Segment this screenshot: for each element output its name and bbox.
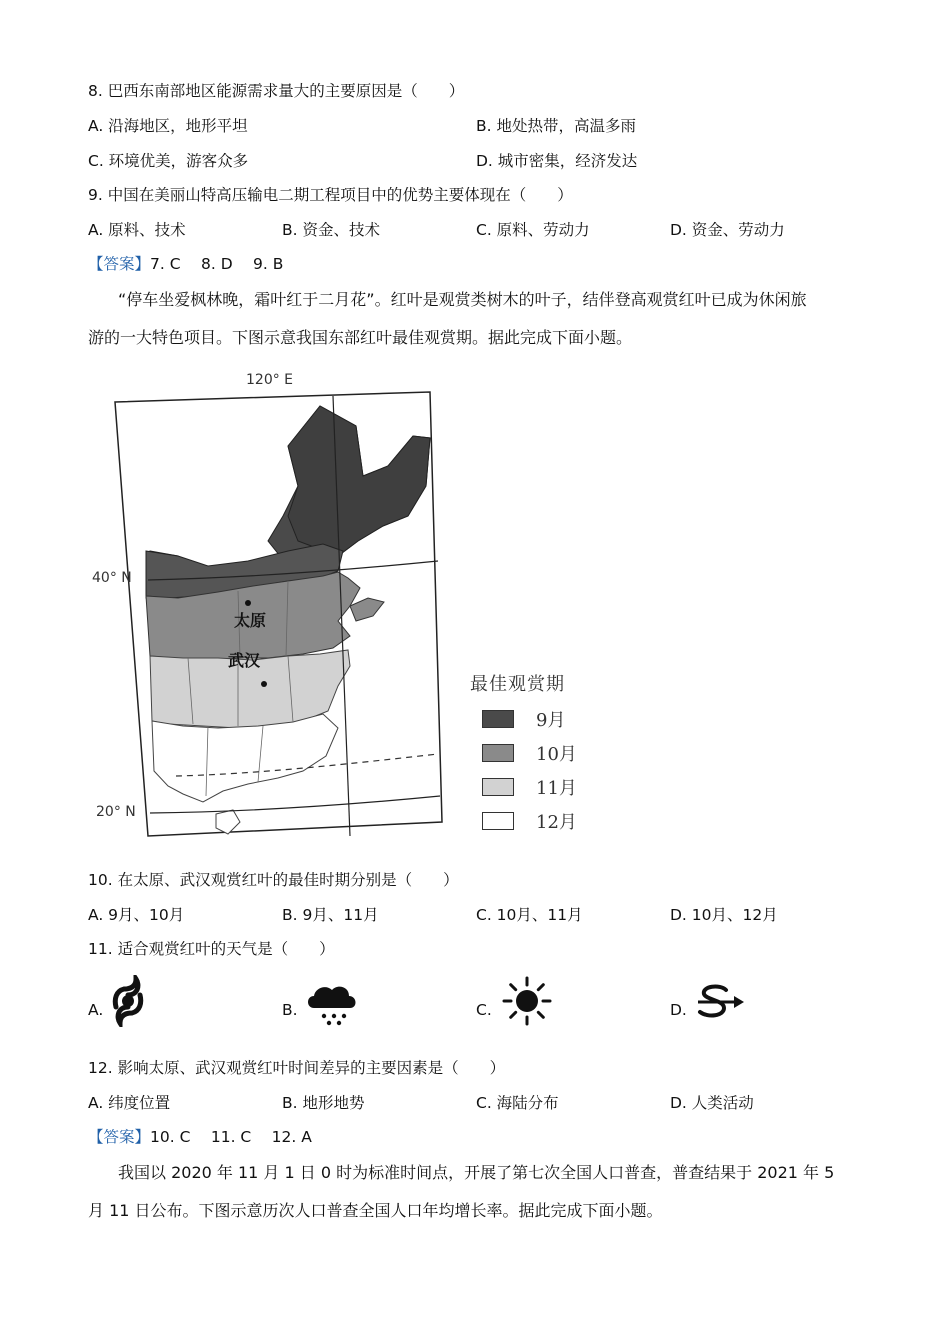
latitude-40-label: 40° N (92, 570, 132, 586)
legend-swatch (482, 710, 514, 728)
latitude-20-label: 20° N (96, 804, 136, 820)
q12-option-b[interactable]: B. 地形地势 (282, 1094, 365, 1112)
typhoon-icon (110, 975, 146, 1031)
sun-icon (502, 976, 552, 1030)
q12-option-c[interactable]: C. 海陆分布 (476, 1094, 559, 1112)
q9-option-d[interactable]: D. 资金、劳动力 (670, 221, 785, 239)
answer-line-2 (88, 1126, 312, 1148)
answer-tag: 【答案】 (88, 1128, 151, 1146)
q11-option-c[interactable]: C. (476, 1001, 492, 1019)
q8-option-d[interactable]: D. 城市密集，经济发达 (476, 152, 638, 170)
red-leaf-map-figure (88, 366, 608, 846)
intro-paragraph-2-line-2: 月 11 日公布。下图示意历次人口普查全国人口年均增长率。据此完成下面小题。 (88, 1201, 663, 1220)
intro-paragraph-1-line-2: 游的一大特色项目。下图示意我国东部红叶最佳观赏期。据此完成下面小题。 (88, 328, 633, 347)
legend-item-nov (482, 774, 577, 800)
rain-cloud-icon (304, 980, 360, 1032)
q11-option-a[interactable]: A. (88, 1001, 104, 1019)
sandstorm-icon (694, 982, 748, 1030)
answer-tag: 【答案】 (88, 255, 151, 273)
q9-option-c[interactable]: C. 原料、劳动力 (476, 221, 590, 239)
longitude-label: 120° E (246, 372, 294, 388)
question-10-stem: 10. 在太原、武汉观赏红叶的最佳时期分别是（ ） (88, 871, 459, 889)
answer-text: 7. C 8. D 9. B (150, 255, 284, 273)
q10-option-b[interactable]: B. 9月、11月 (282, 906, 379, 924)
legend-item-dec (482, 808, 577, 834)
intro-paragraph-2-line-1: 我国以 2020 年 11 月 1 日 0 时为标准时间点，开展了第七次全国人口普查，普查结果于 2021 年 5 (118, 1163, 835, 1182)
answer-text: 10. C 11. C 12. A (150, 1128, 312, 1146)
q9-option-a[interactable]: A. 原料、技术 (88, 221, 186, 239)
q12-option-d[interactable]: D. 人类活动 (670, 1094, 754, 1112)
question-12-stem: 12. 影响太原、武汉观赏红叶时间差异的主要因素是（ ） (88, 1059, 506, 1077)
q9-option-b[interactable]: B. 资金、技术 (282, 221, 380, 239)
answer-line-1 (88, 253, 283, 275)
q10-option-c[interactable]: C. 10月、11月 (476, 906, 583, 924)
q11-option-d[interactable]: D. (670, 1001, 687, 1019)
legend-item-oct (482, 740, 577, 766)
legend-label: 10月 (536, 744, 577, 765)
q8-option-c[interactable]: C. 环境优美，游客众多 (88, 152, 249, 170)
q10-option-a[interactable]: A. 9月、10月 (88, 906, 185, 924)
intro-paragraph-1-line-1: “停车坐爱枫林晚，霜叶红于二月花”。红叶是观赏类树木的叶子，结伴登高观赏红叶已成为休闲旅 (118, 290, 807, 309)
q8-option-b[interactable]: B. 地处热带，高温多雨 (476, 117, 636, 135)
legend-title: 最佳观赏期 (470, 674, 565, 695)
legend-label: 11月 (536, 778, 577, 799)
city-label-wuhan: 武汉 (228, 651, 261, 670)
q10-option-d[interactable]: D. 10月、12月 (670, 906, 778, 924)
city-label-taiyuan: 太原 (234, 611, 267, 630)
legend-swatch (482, 744, 514, 762)
question-8-stem: 8. 巴西东南部地区能源需求量大的主要原因是（ ） (88, 82, 465, 100)
legend-label: 12月 (536, 812, 577, 833)
q8-option-a[interactable]: A. 沿海地区，地形平坦 (88, 117, 248, 135)
question-9-stem: 9. 中国在美丽山特高压输电二期工程项目中的优势主要体现在（ ） (88, 186, 573, 204)
legend-item-sep (482, 706, 565, 732)
legend-label: 9月 (536, 710, 566, 731)
legend-swatch (482, 778, 514, 796)
q11-option-b[interactable]: B. (282, 1001, 298, 1019)
q12-option-a[interactable]: A. 纬度位置 (88, 1094, 171, 1112)
question-11-stem: 11. 适合观赏红叶的天气是（ ） (88, 940, 335, 958)
legend-swatch (482, 812, 514, 830)
